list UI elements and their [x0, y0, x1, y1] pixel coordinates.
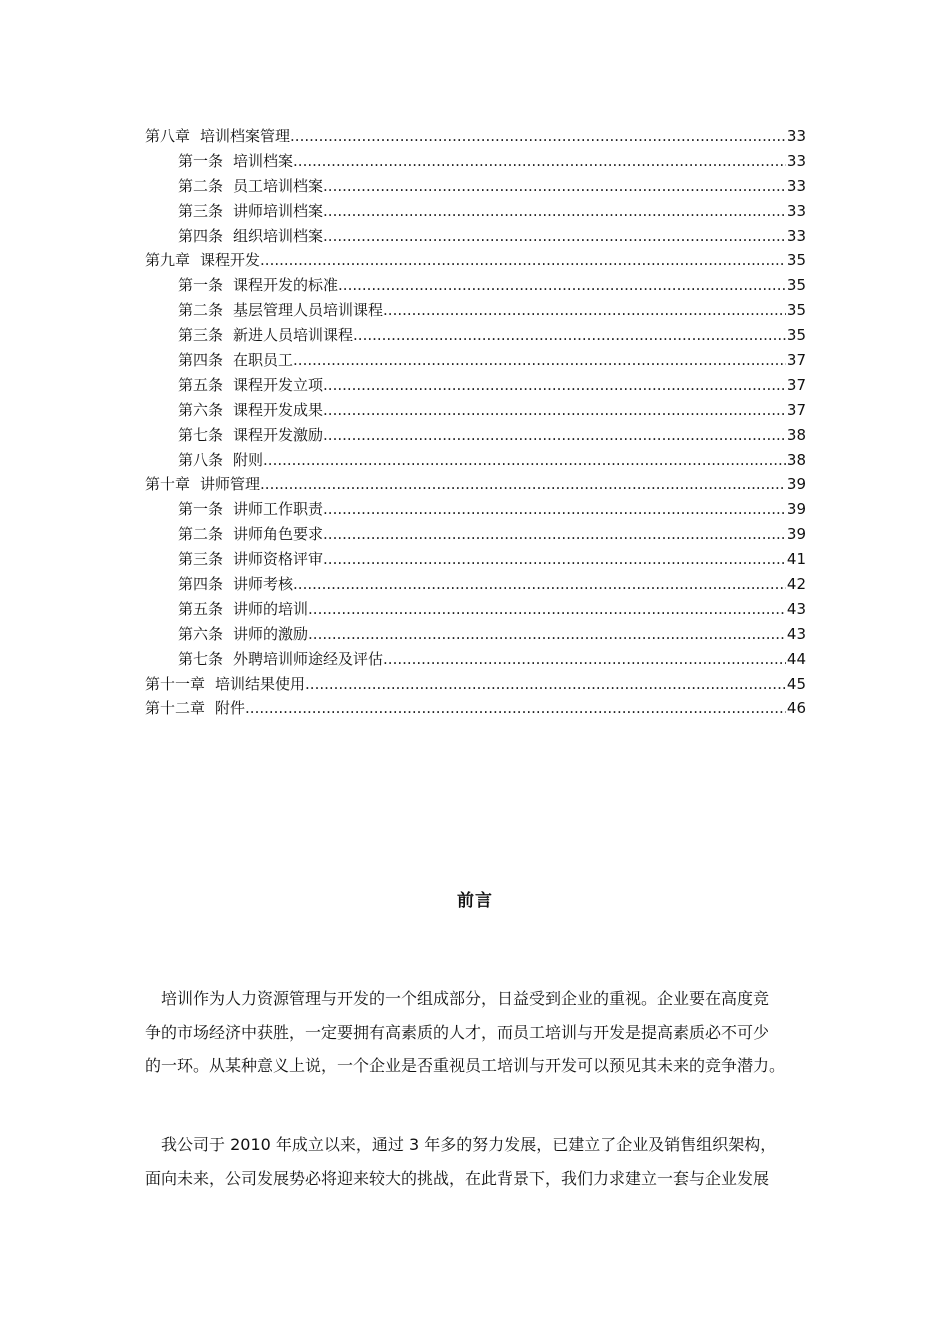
toc-entry-label: 课程开发激励 [233, 425, 324, 444]
toc-entry-label: 讲师角色要求 [233, 525, 324, 544]
toc-entry-title [145, 696, 245, 721]
paragraph-line: 培训作为人力资源管理与开发的一个组成部分，日益受到企业的重视。企业要在高度竞 [145, 989, 770, 1008]
toc-entry[interactable] [145, 149, 806, 174]
toc-dot-leader [323, 224, 786, 249]
paragraph-line: 争的市场经济中获胜，一定要拥有高素质的人才，而员工培训与开发是提高素质必不可少 [145, 1022, 770, 1042]
toc-entry-title [178, 647, 383, 672]
toc-entry-title [178, 373, 323, 398]
toc-entry[interactable] [145, 522, 806, 547]
toc-entry-label: 附件 [215, 699, 246, 718]
toc-entry[interactable] [145, 423, 806, 448]
toc-dot-leader [323, 522, 786, 547]
toc-entry-label: 组织培训档案 [233, 226, 324, 245]
toc-entry-title [178, 273, 338, 298]
toc-entry[interactable] [145, 647, 806, 672]
toc-page-number: 35 [786, 326, 806, 345]
toc-page-number: 44 [786, 649, 806, 668]
toc-entry-number: 第四条 [178, 226, 224, 245]
toc-dot-leader [323, 373, 786, 398]
paragraph-line: 的一环。从某种意义上说，一个企业是否重视员工培训与开发可以预见其未来的竞争潜力。 [145, 1056, 786, 1075]
toc-entry[interactable] [145, 273, 806, 298]
toc-entry-title [178, 398, 323, 423]
toc-entry-label: 讲师的激励 [233, 624, 309, 643]
toc-page-number: 45 [786, 674, 806, 693]
toc-entry[interactable] [145, 373, 806, 398]
toc-entry-number: 第五条 [178, 599, 224, 618]
paragraph-line: 面向未来，公司发展势必将迎来较大的挑战，在此背景下，我们力求建立一套与企业发展 [145, 1168, 770, 1188]
toc-entry-label: 讲师考核 [233, 575, 294, 594]
toc-entry-title [178, 348, 293, 373]
toc-entry-label: 讲师资格评审 [233, 550, 324, 569]
table-of-contents [145, 124, 806, 721]
toc-entry-title [145, 248, 260, 273]
paragraph-line: 我公司于 2010 年成立以来，通过 3 年多的努力发展，已建立了企业及销售组织架构， [145, 1135, 777, 1154]
toc-entry-number: 第十一章 [145, 674, 206, 693]
toc-entry-number: 第三条 [178, 201, 224, 220]
toc-page-number: 37 [786, 375, 806, 394]
toc-entry[interactable] [145, 547, 806, 572]
toc-page-number: 33 [786, 226, 806, 245]
toc-entry-number: 第十章 [145, 475, 191, 494]
toc-page-number: 35 [786, 276, 806, 295]
toc-entry-label: 课程开发成果 [233, 400, 324, 419]
toc-dot-leader [308, 622, 786, 647]
toc-page-number: 42 [786, 575, 806, 594]
toc-page-number: 33 [786, 151, 806, 170]
toc-page-number: 39 [786, 475, 806, 494]
toc-entry[interactable] [145, 672, 806, 697]
toc-entry-number: 第三条 [178, 326, 224, 345]
toc-dot-leader [293, 572, 786, 597]
toc-entry-title [178, 224, 323, 249]
toc-entry-number: 第一条 [178, 151, 224, 170]
toc-entry[interactable] [145, 472, 806, 497]
toc-entry-title [178, 522, 323, 547]
toc-entry-number: 第四条 [178, 351, 224, 370]
toc-entry-label: 附则 [233, 450, 264, 469]
toc-entry[interactable] [145, 448, 806, 473]
preface-paragraph-1 [145, 982, 806, 1083]
toc-entry-title [178, 572, 293, 597]
toc-entry[interactable] [145, 124, 806, 149]
toc-dot-leader [260, 472, 786, 497]
toc-entry-number: 第七条 [178, 649, 224, 668]
toc-entry[interactable] [145, 572, 806, 597]
toc-entry-title [145, 472, 260, 497]
toc-entry-number: 第九章 [145, 251, 191, 270]
toc-entry-title [145, 124, 290, 149]
toc-entry[interactable] [145, 323, 806, 348]
toc-entry-number: 第二条 [178, 525, 224, 544]
toc-entry-label: 课程开发 [200, 251, 261, 270]
toc-entry-label: 讲师管理 [200, 475, 261, 494]
toc-page-number: 43 [786, 624, 806, 643]
toc-dot-leader [323, 199, 786, 224]
toc-dot-leader [290, 124, 786, 149]
toc-entry-number: 第五条 [178, 375, 224, 394]
toc-entry-label: 培训档案管理 [200, 127, 291, 145]
toc-entry-title [178, 597, 308, 622]
toc-dot-leader [305, 672, 786, 697]
toc-page-number: 37 [786, 400, 806, 419]
toc-entry-label: 课程开发立项 [233, 375, 324, 394]
toc-page-number: 35 [786, 301, 806, 320]
toc-entry-title [178, 149, 293, 174]
toc-dot-leader [383, 647, 786, 672]
toc-entry-label: 外聘培训师途经及评估 [233, 649, 384, 668]
toc-entry-label: 新进人员培训课程 [233, 326, 354, 345]
toc-dot-leader [245, 696, 786, 721]
toc-dot-leader [263, 448, 786, 473]
toc-entry-number: 第三条 [178, 550, 224, 569]
toc-entry-label: 培训档案 [233, 151, 294, 170]
toc-entry-label: 基层管理人员培训课程 [233, 301, 384, 320]
toc-page-number: 38 [786, 450, 806, 469]
toc-entry[interactable] [145, 174, 806, 199]
toc-entry[interactable] [145, 497, 806, 522]
preface-paragraph-2 [145, 1128, 806, 1195]
toc-dot-leader [338, 273, 786, 298]
toc-dot-leader [260, 248, 786, 273]
toc-dot-leader [293, 149, 786, 174]
toc-entry-number: 第七条 [178, 425, 224, 444]
toc-entry[interactable] [145, 622, 806, 647]
toc-dot-leader [323, 547, 786, 572]
toc-entry-label: 培训结果使用 [215, 674, 306, 693]
toc-entry-title [178, 448, 263, 473]
toc-entry-title [178, 323, 353, 348]
toc-entry-title [178, 199, 323, 224]
toc-entry-title [178, 423, 323, 448]
toc-entry-number: 第一条 [178, 276, 224, 295]
toc-entry-number: 第八章 [145, 127, 191, 145]
toc-entry-number: 第二条 [178, 176, 224, 195]
toc-entry-label: 员工培训档案 [233, 176, 324, 195]
toc-page-number: 33 [786, 127, 806, 145]
toc-dot-leader [308, 597, 786, 622]
toc-entry[interactable] [145, 696, 806, 721]
toc-entry-title [178, 547, 323, 572]
toc-entry[interactable] [145, 199, 806, 224]
toc-entry[interactable] [145, 224, 806, 249]
toc-entry-number: 第十二章 [145, 699, 206, 718]
toc-page-number: 33 [786, 201, 806, 220]
toc-entry-number: 第一条 [178, 500, 224, 519]
toc-dot-leader [323, 423, 786, 448]
toc-dot-leader [293, 348, 786, 373]
toc-page-number: 41 [786, 550, 806, 569]
toc-page-number: 38 [786, 425, 806, 444]
toc-dot-leader [323, 174, 786, 199]
toc-entry[interactable] [145, 298, 806, 323]
toc-entry-title [178, 497, 323, 522]
toc-entry-number: 第六条 [178, 400, 224, 419]
toc-entry-label: 课程开发的标准 [233, 276, 339, 295]
toc-page-number: 37 [786, 351, 806, 370]
toc-entry[interactable] [145, 348, 806, 373]
toc-entry-title [178, 174, 323, 199]
toc-entry-label: 讲师的培训 [233, 599, 309, 618]
toc-entry[interactable] [145, 248, 806, 273]
preface-heading: 前言 [457, 891, 493, 911]
toc-entry[interactable] [145, 398, 806, 423]
toc-page-number: 35 [786, 251, 806, 270]
toc-dot-leader [323, 398, 786, 423]
toc-entry-number: 第八条 [178, 450, 224, 469]
toc-page-number: 33 [786, 176, 806, 195]
toc-entry-number: 第六条 [178, 624, 224, 643]
toc-page-number: 46 [786, 699, 806, 718]
toc-dot-leader [353, 323, 786, 348]
toc-entry[interactable] [145, 597, 806, 622]
toc-entry-title [178, 298, 383, 323]
toc-entry-number: 第二条 [178, 301, 224, 320]
toc-entry-title [145, 672, 305, 697]
toc-page-number: 39 [786, 500, 806, 519]
toc-dot-leader [383, 298, 786, 323]
toc-entry-label: 在职员工 [233, 351, 294, 370]
toc-entry-label: 讲师工作职责 [233, 500, 324, 519]
toc-entry-label: 讲师培训档案 [233, 201, 324, 220]
toc-entry-number: 第四条 [178, 575, 224, 594]
toc-page-number: 39 [786, 525, 806, 544]
toc-entry-title [178, 622, 308, 647]
toc-page-number: 43 [786, 599, 806, 618]
toc-dot-leader [323, 497, 786, 522]
